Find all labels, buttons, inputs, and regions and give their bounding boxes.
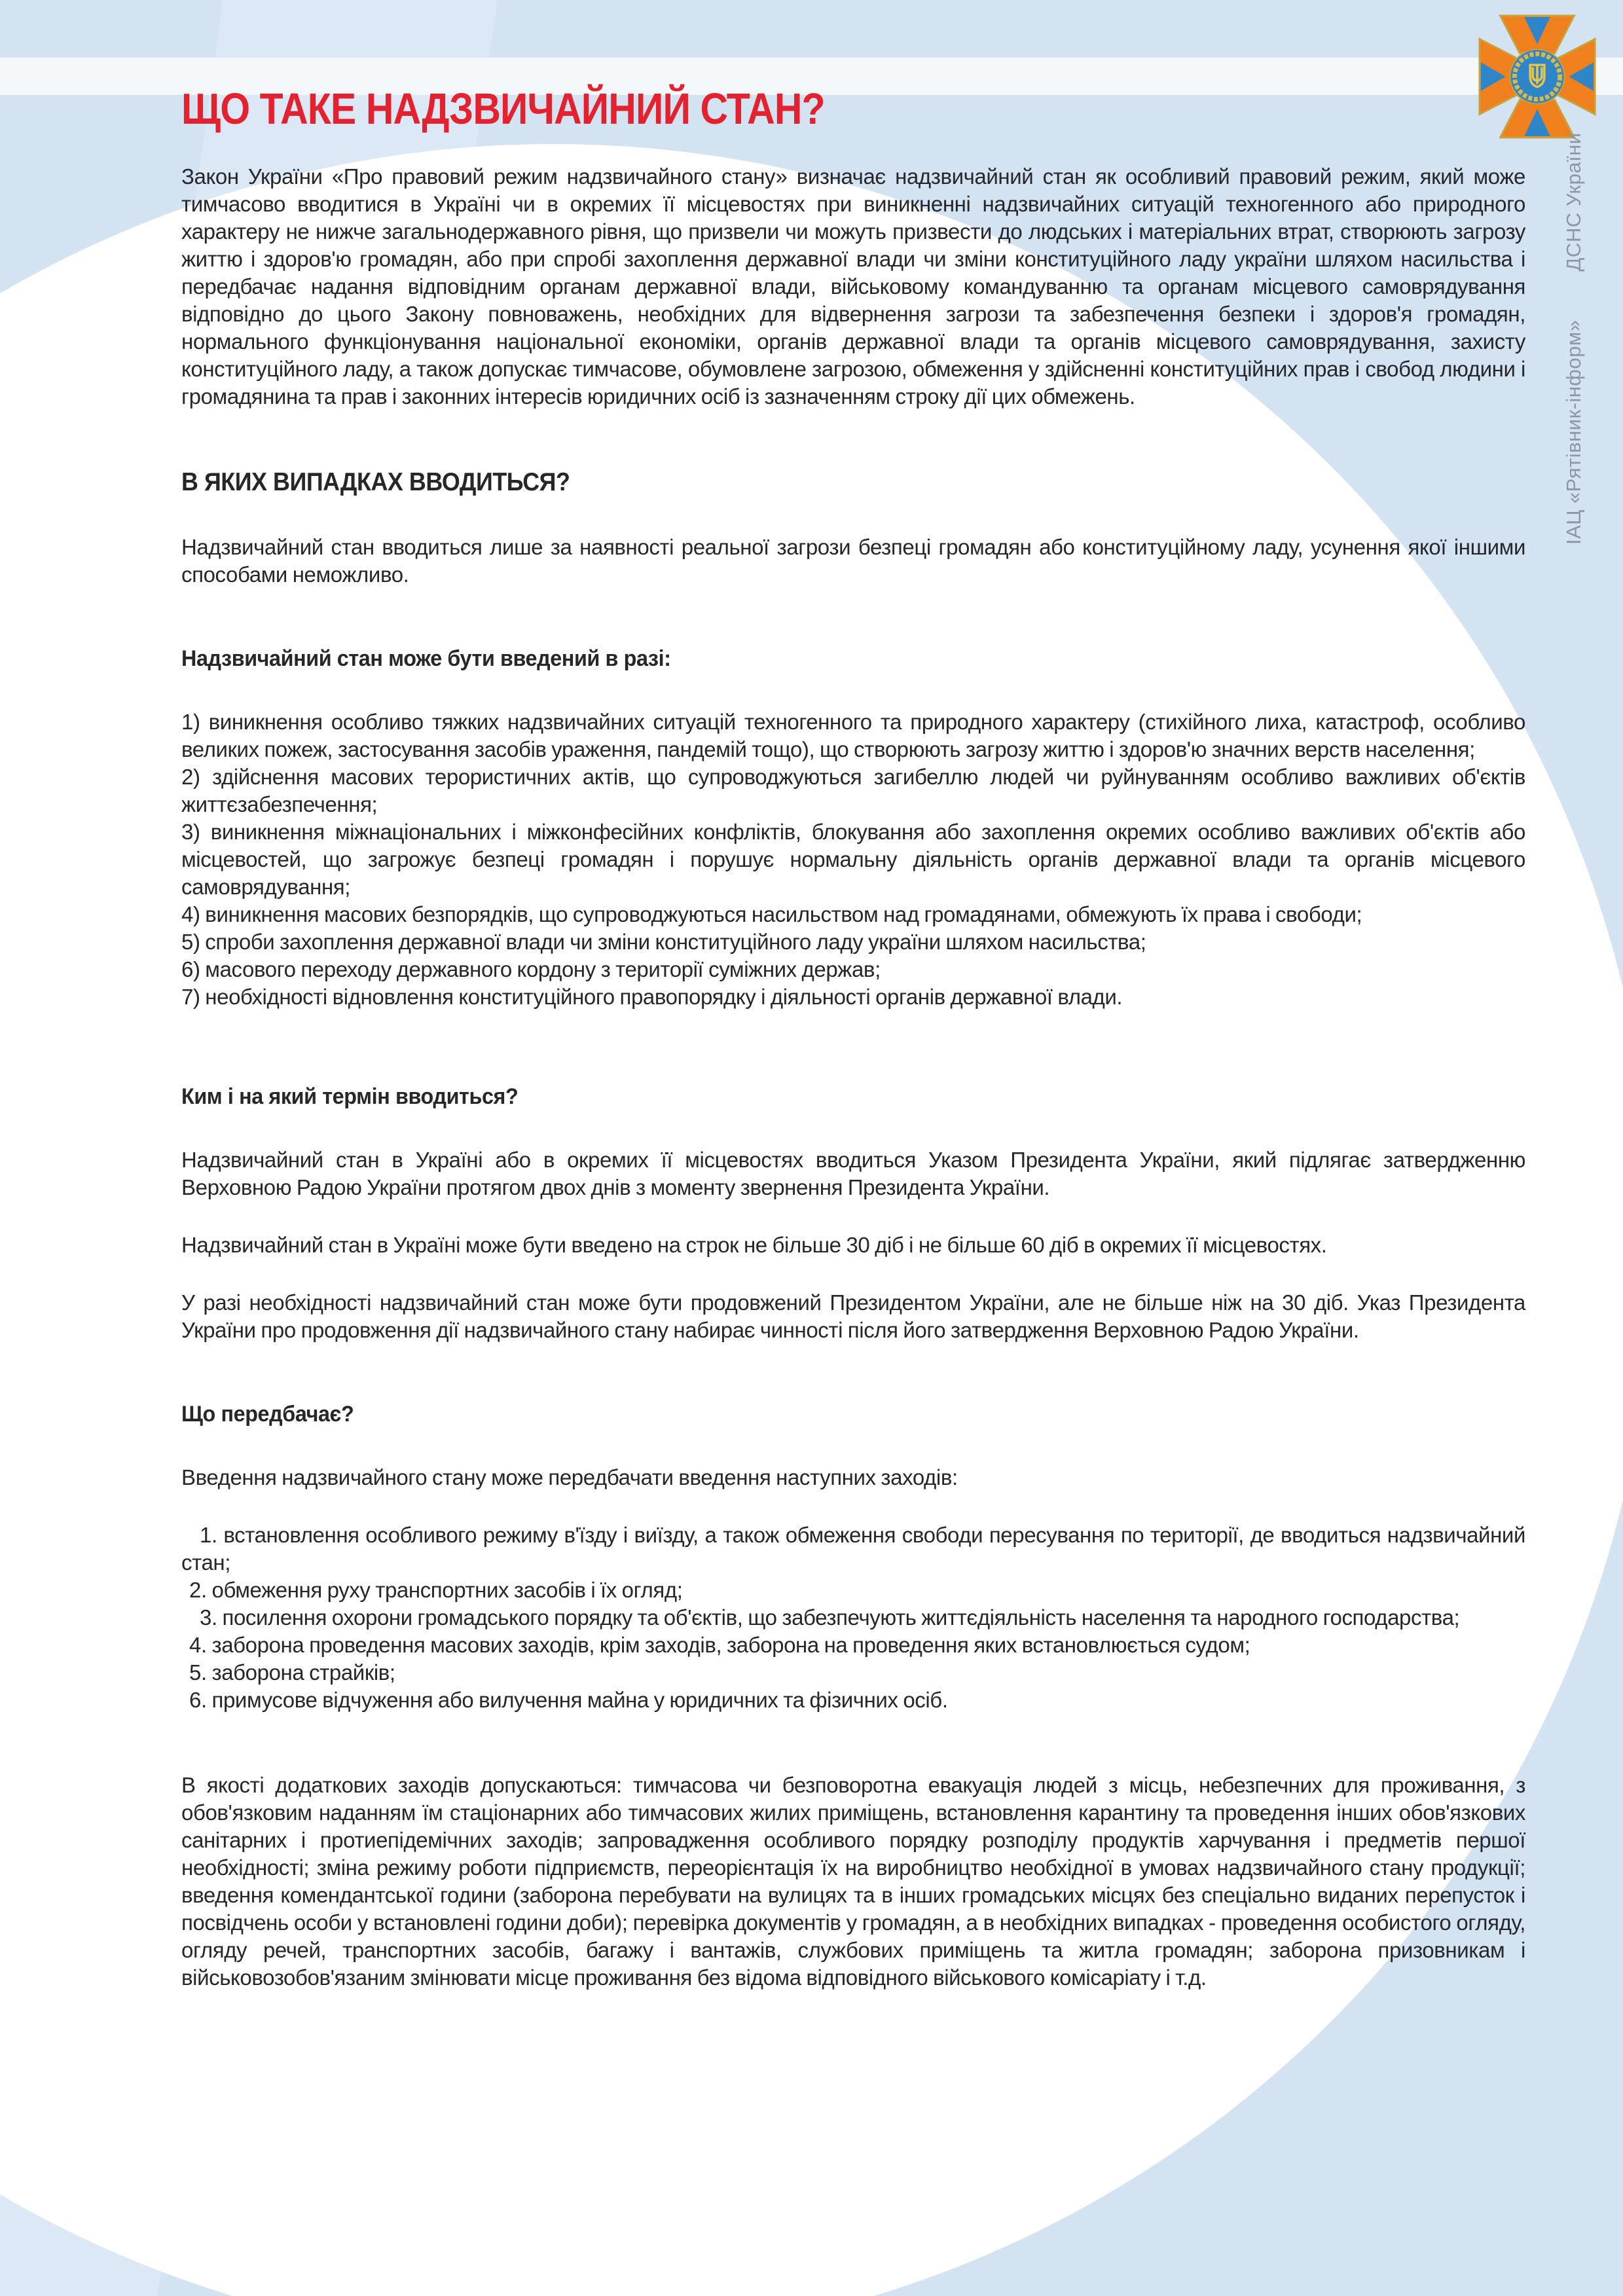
side-caption-org: ІАЦ «Рятівник-інформ» bbox=[1562, 319, 1585, 545]
cases-subheading: Надзвичайний стан може бути введений в разі: bbox=[181, 646, 671, 671]
intro-paragraph: Закон України «Про правовий режим надзвичайного стану» визначає надзвичайний стан як особливий правовий режим, який може тимчасово вводитися в Україні чи в окремих її місцевостях при виникненні надзвичайних ситуацій техногенного або природного характеру не нижче загальнодержавного рівня, що призвели чи можуть призвести до людських і матеріальних втрат, створюють загрозу життю і здоров'ю громадян, або при спробі захоплення державної влади чи зміни конституційного ладу україни шляхом насильства і передбачає надання відповідним органам державної влади, військовому командуванню та органам місцевого самоврядування відповідно до цього Закону повноважень, необхідних для відвернення загрози та забезпечення безпеки і здоров'я громадян, нормального функціонування національної економіки, органів державної влади та органів місцевого самоврядування, захисту конституційного ладу, а також допускає тимчасове, обумовлене загрозою, обмеження у здійсненні конституційних прав і свобод людини і громадянина та прав і законних інтересів юридичних осіб із зазначенням строку дії цих обмежень. bbox=[181, 164, 1525, 409]
side-vertical-caption bbox=[1562, 126, 1605, 545]
list-item: 4) виникнення масових безпорядків, що супроводжуються насильством над громадянами, обмежують їх права і свободи; bbox=[181, 902, 1362, 926]
additional-measures-paragraph: В якості додаткових заходів допускаються: тимчасова чи безповоротна евакуація людей з місць, небезпечних для проживання, з обов'язковим наданням їм стаціонарних або тимчасових жилих приміщень, встановлення карантину та проведення інших обов'язкових санітарних і протиепідемічних заходів; запровадження особливого порядку розподілу продуктів харчування і предметів першої необхідності; зміна режиму роботи підприємств, переорієнтація їх на виробництво необхідної в умовах надзвичайного стану продукції; введення комендантської години (заборона перебувати на вулицях та в інших громадських місцях без спеціально виданих перепусток і посвідчень особи у встановлені години доби); перевірка документів у громадян, а в необхідних випадках - проведення особистого огляду, огляду речей, транспортних засобів, багажу і вантажів, службових приміщень та житла громадян; заборона призовникам і військовозобов'язаним змінювати місце проживання без відома відповідного військового комісаріату і т.д. bbox=[181, 1773, 1525, 1990]
cases-lead-paragraph: Надзвичайний стан вводиться лише за наявності реальної загрози безпеці громадян або конституційному ладу, усунення якої іншими способами неможливо. bbox=[181, 535, 1525, 587]
list-item: 1) виникнення особливо тяжких надзвичайних ситуацій техногенного та природного характеру (стихійного лиха, катастроф, особливо великих пожеж, застосування засобів ураження, пандемій тощо), що створюють загрозу життю і здоров'ю значних верств населення; bbox=[181, 710, 1525, 761]
measures-list bbox=[181, 1522, 1525, 1714]
list-item: 2) здійснення масових терористичних актів, що супроводжуються загибеллю людей чи руйнуванням особливо важливих об'єктів життєзабезпечення; bbox=[181, 765, 1525, 816]
term-paragraph: Надзвичайний стан в Україні або в окремих її місцевостях вводиться Указом Президента України, який підлягає затвердженню Верховною Радою України протягом двох днів з моменту звернення Президента України. bbox=[181, 1148, 1525, 1199]
list-item: 2. обмеження руху транспортних засобів і їх огляд; bbox=[189, 1578, 683, 1602]
page-title: ЩО ТАКЕ НАДЗВИЧАЙНИЙ СТАН? bbox=[181, 84, 825, 134]
list-item: 4. заборона проведення масових заходів, крім заходів, заборона на проведення яких встановлюється судом; bbox=[189, 1633, 1250, 1657]
section-measures-heading: Що передбачає? bbox=[181, 1402, 354, 1427]
list-item: 3) виникнення міжнаціональних і міжконфесійних конфліктів, блокування або захоплення окремих особливо важливих об'єктів або місцевостей, що загрожує безпеці громадян і порушує нормальну діяльність органів державної влади та органів місцевого самоврядування; bbox=[181, 820, 1525, 899]
list-item: 7) необхідності відновлення конституційного правопорядку і діяльності органів державної влади. bbox=[181, 985, 1123, 1009]
list-item: 1. встановлення особливого режиму в'їзду і виїзду, а також обмеження свободи пересування по території, де вводиться надзвичайний стан; bbox=[181, 1523, 1525, 1575]
list-item: 5. заборона страйків; bbox=[189, 1660, 395, 1685]
section-cases-heading: В ЯКИХ ВИПАДКАХ ВВОДИТЬСЯ? bbox=[181, 468, 570, 496]
main-text-column bbox=[181, 84, 1525, 1992]
term-paragraph: У разі необхідності надзвичайний стан може бути продовжений Президентом України, але не більше ніж на 30 діб. Указ Президента України про продовження дії надзвичайного стану набирає чинності після його затвердження Верховною Радою України. bbox=[181, 1290, 1525, 1342]
section-term-heading: Ким і на який термін вводиться? bbox=[181, 1084, 519, 1109]
list-item: 3. посилення охорони громадського порядку та об'єктів, що забезпечують життєдіяльність населення та народного господарства; bbox=[200, 1605, 1460, 1630]
list-item: 6) масового переходу державного кордону з території суміжних держав; bbox=[181, 957, 881, 981]
cases-list bbox=[181, 708, 1525, 1011]
term-paragraph: Надзвичайний стан в Україні може бути введено на строк не більше 30 діб і не більше 60 діб в окремих її місцевостях. bbox=[181, 1233, 1327, 1257]
list-item: 5) спроби захоплення державної влади чи зміни конституційного ладу україни шляхом насильства; bbox=[181, 930, 1146, 954]
measures-lead-paragraph: Введення надзвичайного стану може передбачати введення наступних заходів: bbox=[181, 1465, 958, 1489]
side-caption-agency: ДСНС України bbox=[1562, 132, 1585, 272]
list-item: 6. примусове відчуження або вилучення майна у юридичних та фізичних осіб. bbox=[189, 1688, 948, 1712]
